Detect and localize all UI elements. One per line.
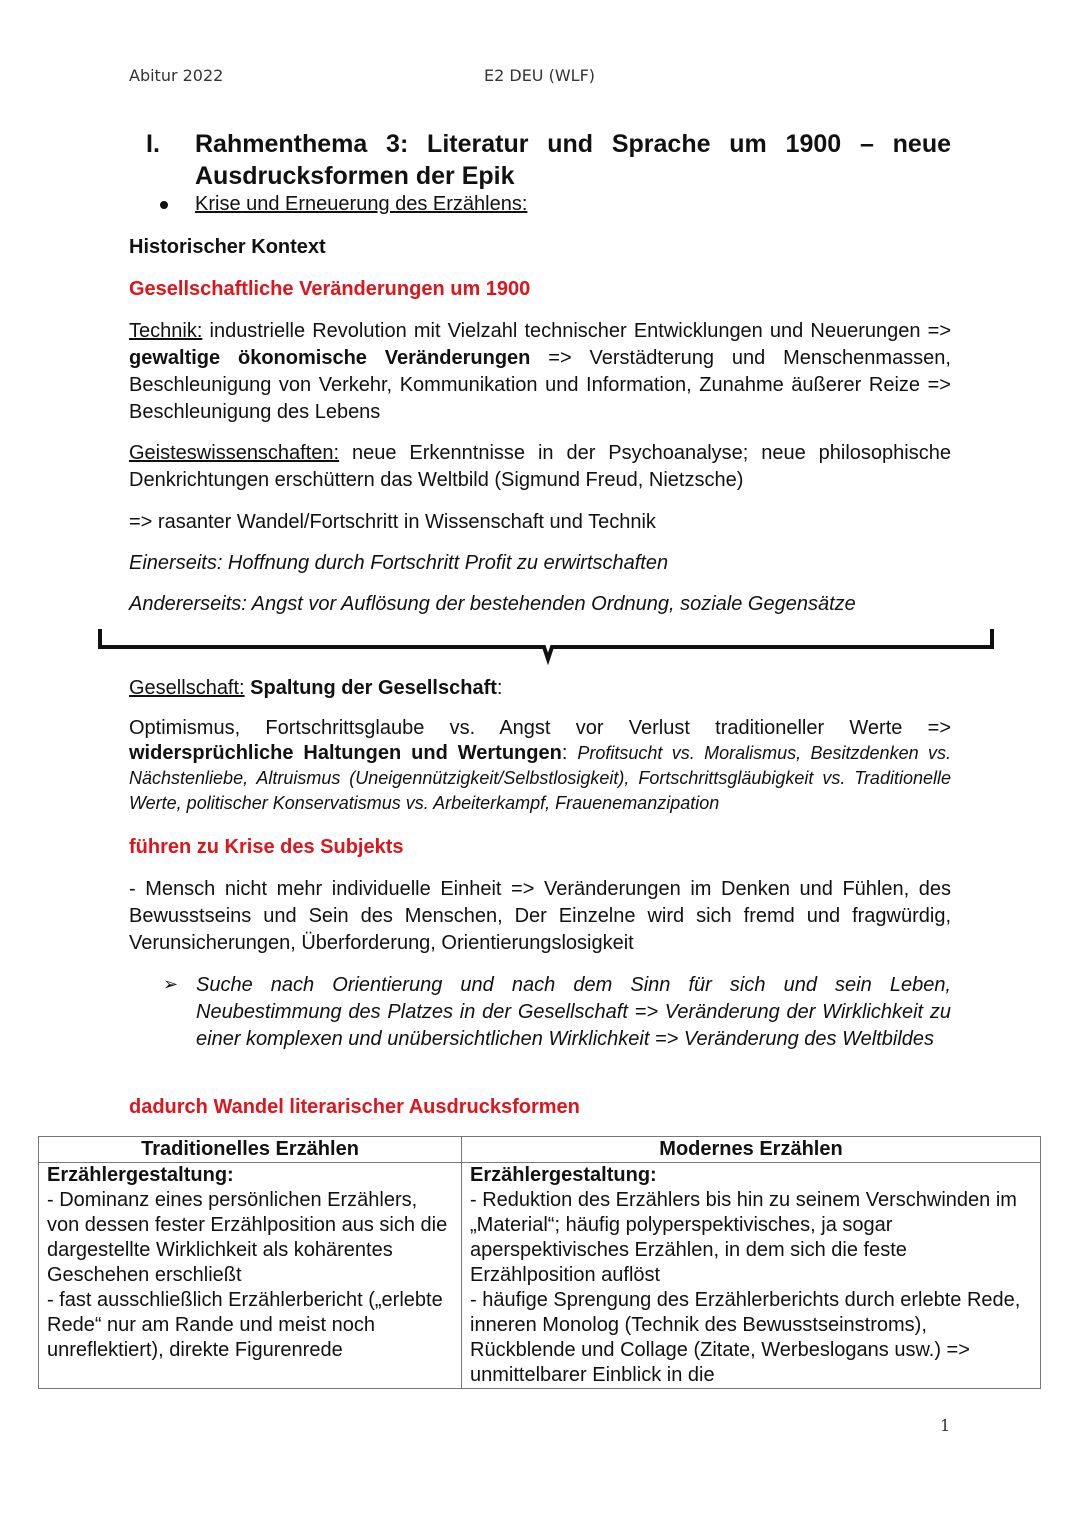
bullet-text: Krise und Erneuerung des Erzählens: [195,193,528,215]
technik-text-b: => Verstädterung und Menschenmassen, Beschleunigung von Verkehr, Kommunikation und Information, Zunahme äußerer Reize => Beschleunigung des Lebens [129,347,951,423]
technik-label: Technik: [129,320,203,342]
section-heading: Historischer Kontext [129,236,326,258]
red-heading-wandel: dadurch Wandel literarischer Ausdrucksformen [129,1096,580,1118]
curly-brace-divider [96,625,996,665]
comparison-table [38,1136,1041,1389]
paragraph-suche: Suche nach Orientierung und nach dem Sinn für sich und sein Leben, Neubestimmung des Platzes in der Gesellschaft => Veränderung der Wirklichkeit zu einer komplexen und unübersichtlichen Wirklichkeit => Veränderung des Weltbildes [196,974,951,1050]
table-row [39,1163,1041,1389]
paragraph-mensch: - Mensch nicht mehr individuelle Einheit => Veränderungen im Denken und Fühlen, des Bewusstseins und Sein des Menschen, Der Einzelne wird sich fremd und fragwürdig, Verunsicherungen, Überforderung, Orientierungslosigkeit [129,878,951,954]
cell-body-modern: - Reduktion des Erzählers bis hin zu seinem Verschwinden im „Material“; häufig polyperspektivisches, ja sogar aperspektivisches Erzählen, in dem sich die feste Erzählposition auflöst - häufige Sprengung des Erzählerberichts durch erlebte Rede, inneren Monolog (Technik des Bewusstseinstroms), Rückblende und Collage (Zitate, Werbeslogans usw.) => unmittelbarer Einblick in die [470,1189,1021,1386]
optimismus-bold: widersprüchliche Haltungen und Wertungen [129,742,562,764]
table-cell-traditional [39,1163,462,1389]
bullet-dot-icon [160,201,168,209]
header-left: Abitur 2022 [129,66,224,85]
paragraph-andererseits: Andererseits: Angst vor Auflösung der bestehenden Ordnung, soziale Gegensätze [129,593,856,615]
header-center: E2 DEU (WLF) [484,66,596,85]
paragraph-geisteswissenschaften [129,440,951,494]
optimismus-italic: Profitsucht vs. Moralismus, Besitzdenken vs. Nächstenliebe, Altruismus (Uneigennützigkeit/Selbstlosigkeit), Fortschrittsgläubigkeit vs. Traditionelle Werte, politischer Konservatismus vs. Arbeiterkampf, Frauenemanzipation [129,743,951,813]
table-cell-modern [462,1163,1041,1389]
table-header-traditional: Traditionelles Erzählen [39,1137,462,1163]
paragraph-technik [129,318,951,426]
geistes-text: neue Erkenntnisse in der Psychoanalyse; neue philosophische Denkrichtungen erschüttern das Weltbild (Sigmund Freud, Nietzsche) [129,442,951,491]
optimismus-text-b: : [561,742,578,764]
paragraph-wandel: => rasanter Wandel/Fortschritt in Wissenschaft und Technik [129,511,656,533]
title-number: I. [146,130,160,158]
cell-body-traditional: - Dominanz eines persönlichen Erzählers, von dessen fester Erzählposition aus sich die dargestellte Wirklichkeit als kohärentes Geschehen erschließt - fast ausschließlich Erzählerbericht („erlebte Rede“ nur am Rande und meist noch unreflektiert), direkte Figurenrede [47,1189,448,1361]
page-header [129,66,951,88]
cell-heading-traditional: Erzählergestaltung: [47,1164,234,1186]
gesellschaft-label: Gesellschaft: [129,677,245,699]
page-number: 1 [940,1416,951,1435]
red-heading-changes: Gesellschaftliche Veränderungen um 1900 [129,278,531,300]
paragraph-optimismus [129,716,951,816]
paragraph-einerseits: Einerseits: Hoffnung durch Fortschritt Profit zu erwirtschaften [129,552,669,574]
table-header-row [39,1137,1041,1163]
optimismus-text-a: Optimismus, Fortschrittsglaube vs. Angst vor Verlust traditioneller Werte => [129,717,951,739]
technik-bold: gewaltige ökonomische Veränderungen [129,347,531,369]
cell-heading-modern: Erzählergestaltung: [470,1164,657,1186]
technik-text-a: industrielle Revolution mit Vielzahl technischer Entwicklungen und Neuerungen => [202,320,951,342]
gesellschaft-bold: Spaltung der Gesellschaft [244,677,497,699]
geistes-label: Geisteswissenschaften: [129,442,340,464]
red-heading-krise: führen zu Krise des Subjekts [129,836,404,858]
title-text: Rahmenthema 3: Literatur und Sprache um 1900 – neue Ausdrucksformen der Epik [195,130,951,190]
arrow-bullet-icon: ➢ [163,974,179,994]
gesellschaft-colon: : [496,677,503,699]
table-header-modern: Modernes Erzählen [462,1137,1041,1163]
paragraph-gesellschaft [129,675,951,702]
